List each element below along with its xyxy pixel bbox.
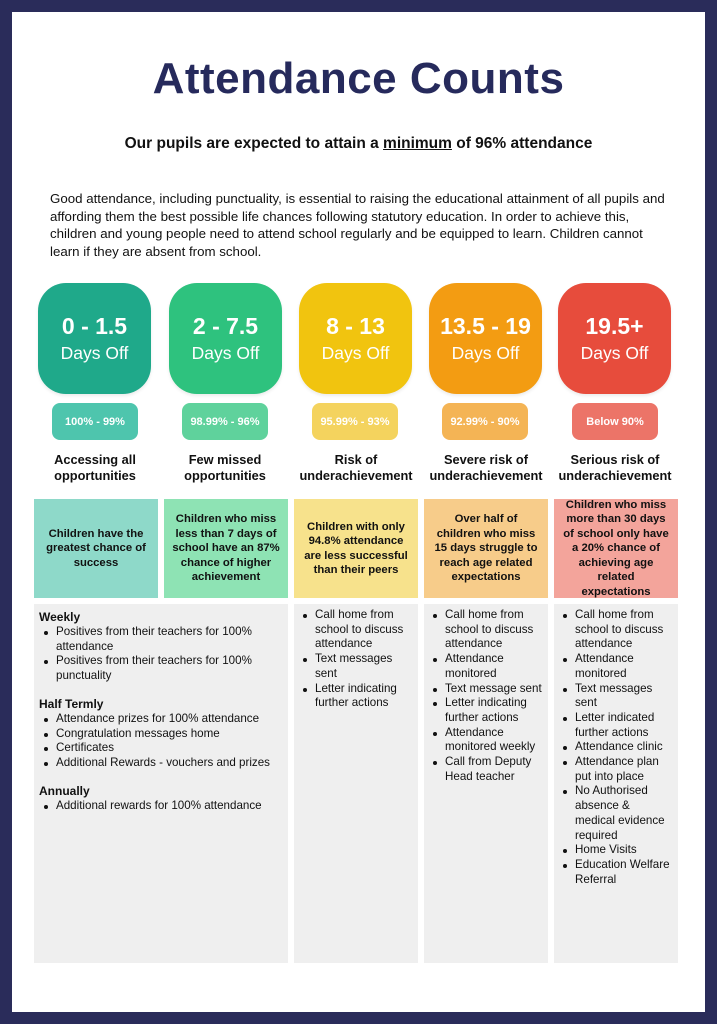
band-unit: Days Off: [580, 343, 649, 363]
rewards-panel: [34, 604, 288, 963]
status-label-2: Risk of underachievement: [299, 452, 413, 483]
list-item: Congratulation messages home: [39, 727, 278, 742]
outcome-banner-4: Children who miss more than 30 days of school only have a 20% chance of achieving age related expectations: [554, 499, 678, 598]
weekly-list: [39, 625, 278, 684]
band-unit: Days Off: [191, 343, 260, 363]
band-unit: Days Off: [60, 343, 129, 363]
outcome-banner-0: Children have the greatest chance of success: [34, 499, 158, 598]
band-range: 2 - 7.5: [192, 313, 259, 339]
percent-badge-1: 98.99% - 96%: [182, 403, 268, 440]
list-item: Certificates: [39, 741, 278, 756]
band-tile-3: [429, 283, 542, 394]
list-item: Additional Rewards - vouchers and prizes: [39, 756, 278, 771]
annually-heading: Annually: [39, 783, 90, 798]
list-item: Text messages sent: [558, 682, 672, 711]
list-item: Additional rewards for 100% attendance: [39, 799, 278, 814]
intro-paragraph: Good attendance, including punctuality, is essential to raising the educational attainment of all pupils and affording them the best possible life chances following statutory education. In order to achieve this, children and young people need to attend school regularly and be equipped to learn. Children cannot learn if they are absent from school.: [50, 191, 665, 259]
list-item: Letter indicating further actions: [298, 682, 412, 711]
actions-panel-4: [554, 604, 678, 963]
outcome-banner-2: Children with only 94.8% attendance are less successful than their peers: [294, 499, 418, 598]
list-item: Attendance monitored weekly: [428, 726, 542, 755]
status-label-3: Severe risk of underachievement: [429, 452, 543, 483]
percent-badge-2: 95.99% - 93%: [312, 403, 398, 440]
band-tile-2: [299, 283, 412, 394]
percent-badge-3: 92.99% - 90%: [442, 403, 528, 440]
half-termly-heading: Half Termly: [39, 696, 104, 711]
band-unit: Days Off: [451, 343, 520, 363]
subtitle-text-start: Our pupils are expected to attain a: [124, 135, 379, 152]
actions-list: [558, 608, 672, 887]
band-range: 19.5+: [585, 313, 644, 339]
half-termly-list: [39, 712, 278, 771]
list-item: Attendance prizes for 100% attendance: [39, 712, 278, 727]
list-item: Attendance monitored: [558, 652, 672, 681]
outcome-banner-3: Over half of children who miss 15 days struggle to reach age related expectations: [424, 499, 548, 598]
band-unit: Days Off: [321, 343, 390, 363]
band-tile-0: [38, 283, 151, 394]
list-item: Positives from their teachers for 100% attendance: [39, 625, 278, 654]
status-label-0: Accessing all opportunities: [54, 452, 136, 483]
list-item: Letter indicating further actions: [428, 696, 542, 725]
list-item: Call from Deputy Head teacher: [428, 755, 542, 784]
page-subtitle: [12, 135, 705, 153]
list-item: Call home from school to discuss attendance: [428, 608, 542, 652]
list-item: Text messages sent: [298, 652, 412, 681]
band-tile-1: [169, 283, 282, 394]
band-range: 13.5 - 19: [440, 313, 531, 339]
list-item: Letter indicated further actions: [558, 711, 672, 740]
subtitle-underlined-word: minimum: [383, 135, 452, 152]
list-item: Attendance monitored: [428, 652, 542, 681]
band-range: 0 - 1.5: [61, 313, 128, 339]
list-item: Text message sent: [428, 682, 542, 697]
list-item: Positives from their teachers for 100% punctuality: [39, 654, 278, 683]
weekly-heading: Weekly: [39, 610, 81, 624]
status-label-1: Few missed opportunities: [184, 452, 266, 483]
outcome-banner-1: Children who miss less than 7 days of school have an 87% chance of higher achievement: [164, 499, 288, 598]
list-item: Call home from school to discuss attendance: [298, 608, 412, 652]
list-item: Home Visits: [558, 843, 672, 858]
actions-panel-2: [294, 604, 418, 963]
poster-page: [12, 12, 705, 1012]
page-title: Attendance Counts: [152, 54, 565, 103]
percent-badge-4: Below 90%: [572, 403, 658, 440]
annually-list: [39, 799, 278, 814]
list-item: Attendance plan put into place: [558, 755, 672, 784]
list-item: Education Welfare Referral: [558, 858, 672, 887]
list-item: No Authorised absence & medical evidence required: [558, 784, 672, 843]
list-item: Attendance clinic: [558, 740, 672, 755]
list-item: Call home from school to discuss attendance: [558, 608, 672, 652]
band-range: 8 - 13: [326, 313, 385, 339]
actions-panel-3: [424, 604, 548, 963]
status-label-4: Serious risk of underachievement: [558, 452, 672, 483]
band-tile-4: [558, 283, 671, 394]
actions-list: [428, 608, 542, 784]
percent-badge-0: 100% - 99%: [52, 403, 138, 440]
actions-list: [298, 608, 412, 711]
subtitle-text-end: of 96% attendance: [456, 135, 593, 152]
